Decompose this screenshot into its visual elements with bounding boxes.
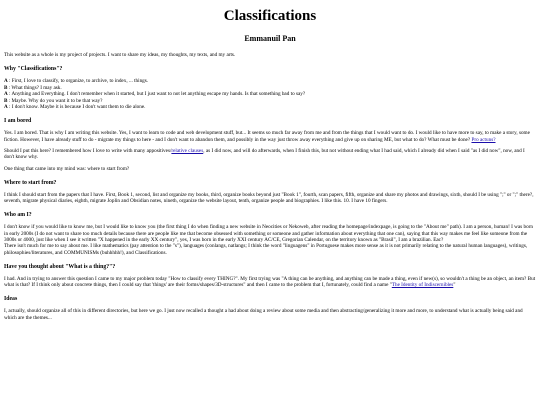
who-paragraph-2: There isn't much for me to say about me. I like mathematics (pay attention to the "s"), languages (conlangs, natlangs; I think the word "linguagens" in Portuguese makes more sense as it is not primarily relating to the natural human languages), writings, philosophies/literatures, and COMMUNISMs (buhhhhh!), and Classifications. xyxy=(4,243,528,256)
section-heading-bored: I am bored xyxy=(4,118,32,125)
dialogue-text: : Anything and Everything. I don't remember when it started, but I just want to not let anything escape my hands. Is that something bad to say? xyxy=(9,91,306,98)
dialogue-line xyxy=(4,104,536,110)
speaker-label: A xyxy=(4,91,8,98)
section-heading-start: Where to start from? xyxy=(4,179,57,186)
speaker-label: A xyxy=(4,78,8,85)
dialogue-text: : I don't know. Maybe it is because I don't want them to die alone. xyxy=(9,103,146,110)
ideas-paragraph: I, actually, should organize all of this in different directories, but here we go. I just now recalled a thought a had about doing a review about some media and then abstracting/generalizing it more and more, to understand what is actually being said and which are the themes... xyxy=(4,308,523,321)
dialogue-text: : Maybe. Why do you want it to be that way? xyxy=(8,97,103,104)
speaker-label: A xyxy=(4,103,8,110)
bored-paragraph-2: Should I put this here? I remembered how I love to write with many appositives/relative clauses, as I did now, and will do afterwards, when I finish this, but not without ending what I had said, which I already did when I said "as I did now", now, and I don't know why. xyxy=(4,147,525,161)
speaker-label: B xyxy=(4,84,8,91)
section-heading-who: Who am I? xyxy=(4,212,32,219)
intro-paragraph: This website as a whole is my project of projects. I want to share my ideas, my thoughts, my texts, and my arts. xyxy=(4,52,236,58)
bored-paragraph-1: Yes. I am bored. That is why I am writing this website. Yes, I want to learn to code and web development stuff, but... It seems so much far away from me and from the things that I would want to do. I would like to have more to say, to make a story, some fiction. However, I have already stuff to do - migrate my things to here - and I don't want to abandon them, and possibly in the way just throw away everything and give up on sharing ME, but what to do? What must be done? Pro actuns? xyxy=(4,130,530,143)
relative-clauses-link[interactable]: relative clauses xyxy=(171,147,204,154)
page-title: Classifications xyxy=(223,8,317,24)
section-heading-why: Why "Classifications"? xyxy=(4,66,63,73)
bored-paragraph-3: One thing that came into my mind was: where to start from? xyxy=(4,165,130,172)
section-heading-ideas: Ideas xyxy=(4,296,18,303)
start-paragraph: I think I should start from the papers that I have. First, Book 1, second, list and organize my books, third, organize books beyond just "Book 1", fourth, scan papers, fifth, organize and share my photos and drawings, sixth, should I be using ";" or ";" there?, seventh, migrate physical diaries, eighth, migrate Joplin and Obsidian notes, nineth, organize the website layout, tenth, organize people and biographies. I like this. 10. I have 10 fingers. xyxy=(4,191,534,205)
section-heading-thought: Have you thought about "What is a thing?"? xyxy=(4,263,116,270)
pro-actuns-link[interactable]: Pro actuns? xyxy=(471,136,496,143)
dialogue-text: : What things? I may ask. xyxy=(8,84,62,91)
dialogue xyxy=(4,78,536,110)
author-name: Emmanuil Pan xyxy=(244,34,296,43)
thought-paragraph: I had. And in trying to answer this question I came to my major problem today "How to classify every THING?". My first trying was "A thing can be anything, and anything can be made a thing, even if new(s), so wouldn't a thing be an object, an item? But what is that? If I think only about concrete things, then I could say that 'things' are their forms/shapes/3D-structures" and then I came to the problem that I, fortunately, could find a name "The Identity of Indiscernibles" xyxy=(4,275,536,289)
dialogue-text: : First, I love to classify, to organize, to archive, to index, ... things. xyxy=(9,78,149,85)
identity-of-indiscernibles-link[interactable]: The Identity of Indiscernibles xyxy=(391,282,454,289)
who-paragraph: I don't know if you would like to know me, but I would like to know you (the first thing I do when finding a new website in Neocities or Nekoweb, after reading the homepage/indexpage, is going to the "About me" path). I am a person, human! I was born in early 2000s (I do not want to share too much details because there are people like me that become obsessed with something or someone and gather information about everything that one can), saying that this way makes me feel like someone from the 3000s or 4000, just like when I see it written "X happened in the early XX century", yes, I was born in the early XXI century AC/CE, Gregorian Calendar, on the territory known as "Brasil", I am a brazilian. Eac? xyxy=(4,224,533,243)
speaker-label: B xyxy=(4,97,8,104)
